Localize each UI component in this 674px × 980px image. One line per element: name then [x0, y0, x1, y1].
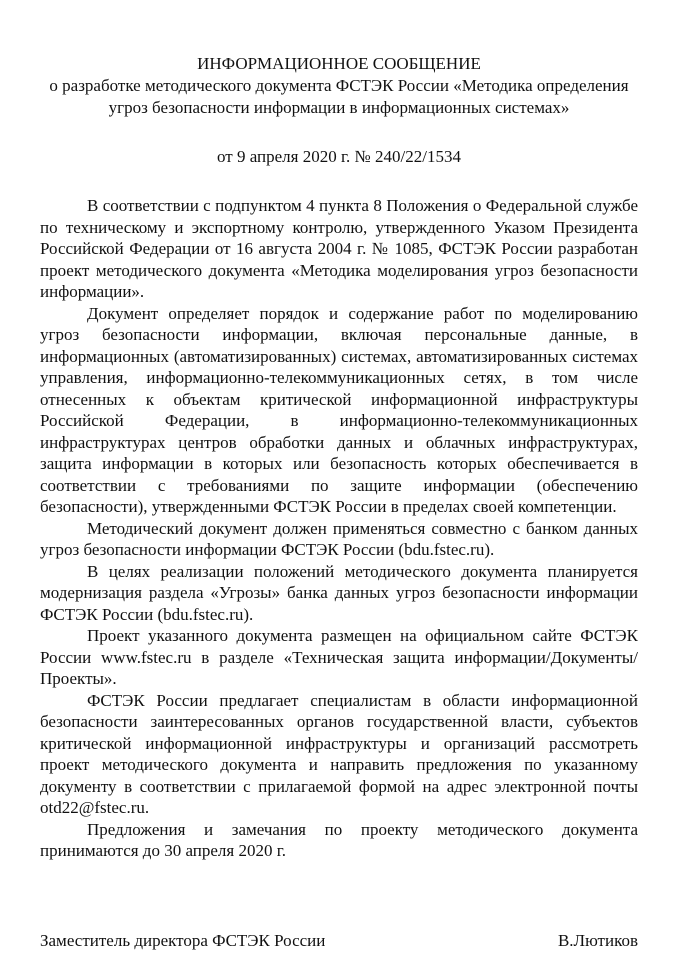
document-body: [40, 195, 638, 862]
paragraph-publication: Проект указанного документа размещен на официальном сайте ФСТЭК России www.fstec.ru в разделе «Техническая защита информации/Документы/Проекты».: [40, 626, 638, 688]
signature-block: [40, 930, 638, 952]
paragraph-modernization: В целях реализации положений методического документа планируется модернизация раздела «Угрозы» банка данных угроз безопасности информации ФСТЭК России (bdu.fstec.ru).: [40, 561, 638, 624]
paragraph-proposals-request: ФСТЭК России предлагает специалистам в области информационной безопасности заинтересованных органов государственной власти, субъектов критической информационной инфраструктуры и организаций рассмотреть проект методического документа и направить предложения по указанному документу в соответствии с прилагаемой формой на адрес электронной почты otd22@fstec.ru.: [40, 690, 638, 817]
document-date-number: от 9 апреля 2020 г. № 240/22/1534: [217, 147, 461, 166]
document-title: ИНФОРМАЦИОННОЕ СООБЩЕНИЕ: [197, 54, 481, 73]
signatory-position: Заместитель директора ФСТЭК России: [40, 931, 326, 950]
paragraph-scope: Документ определяет порядок и содержание работ по моделированию угроз безопасности информации, включая персональные данные, в информационных (автоматизированных) системах, автоматизированных системах управления, информационно-телекоммуникационных сетях, в том числе отнесенных к объектам критической информационной инфраструктуры Российской Федерации, в информационно-телекоммуникационных инфраструктурах центров обработки данных и облачных инфраструктурах, защита информации в которых или безопасность которых обеспечивается в соответствии с требованиями по защите информации (обеспечению безопасности), утвержденными ФСТЭК России в пределах своей компетенции.: [40, 303, 638, 516]
paragraph-legal-basis: В соответствии с подпунктом 4 пункта 8 Положения о Федеральной службе по техническому и экспортному контролю, утвержденного Указом Президента Российской Федерации от 16 августа 2004 г. № 1085, ФСТЭК России разработан проект методического документа «Методика моделирования угроз безопасности информации».: [40, 196, 638, 301]
document-subtitle: о разработке методического документа ФСТЭК России «Методика определения угроз безопасности информации в информационных системах»: [49, 76, 629, 117]
paragraph-deadline: Предложения и замечания по проекту методического документа принимаются до 30 апреля 2020 г.: [40, 819, 638, 860]
paragraph-threat-database: Методический документ должен применяться совместно с банком данных угроз безопасности информации ФСТЭК России (bdu.fstec.ru).: [40, 518, 638, 559]
signatory-name: В.Лютиков: [557, 931, 638, 950]
